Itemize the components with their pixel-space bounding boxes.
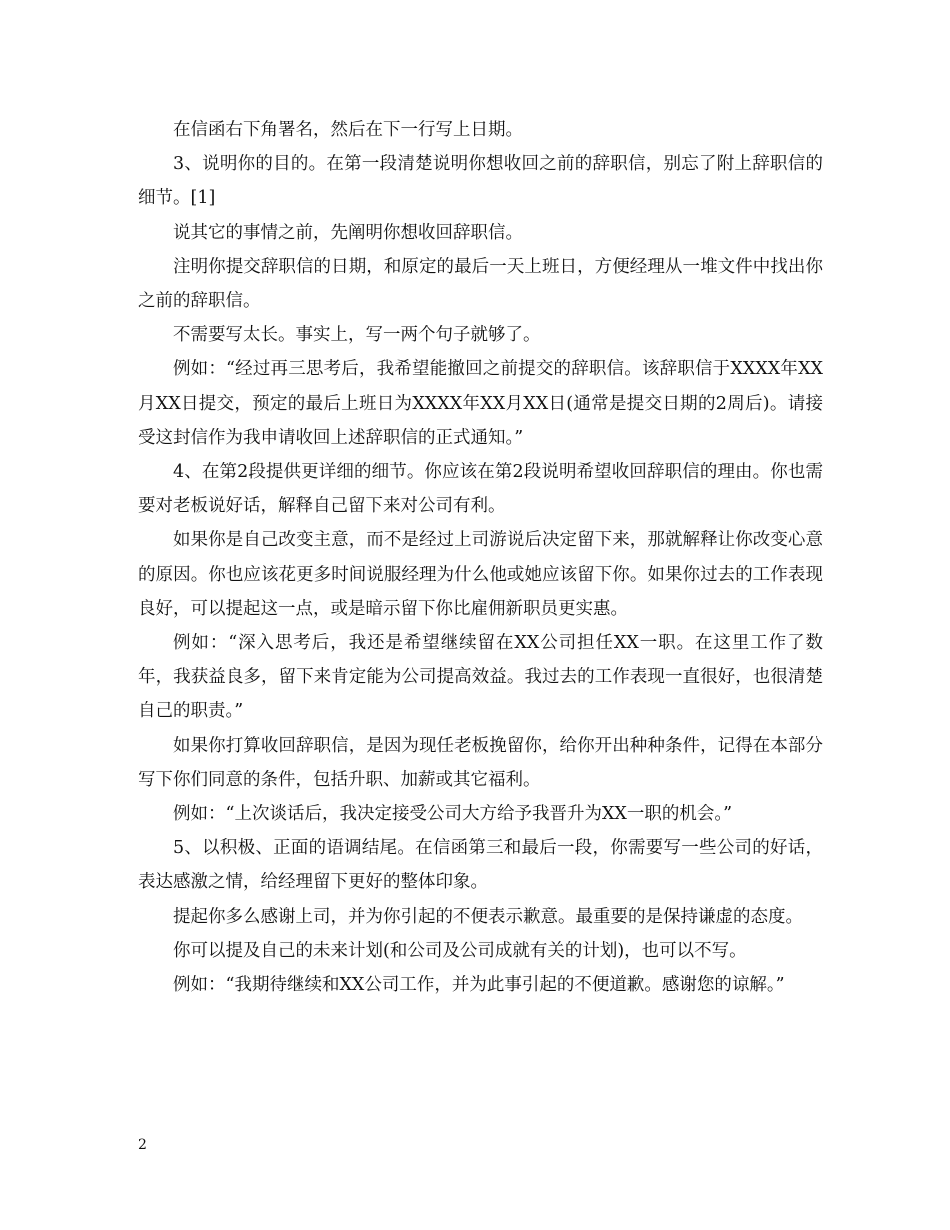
paragraph-thanks-apology: 提起你多么感谢上司，并为你引起的不便表示歉意。最重要的是保持谦虚的态度。 <box>173 906 803 927</box>
paragraph-state-intent-first: 说其它的事情之前，先阐明你想收回辞职信。 <box>173 222 523 243</box>
paragraph-example-2: 例如：“深入思考后，我还是希望继续留在XX公司担任XX一职。在这里工作了数年，我获益良多，留下来肯定能为公司提高效益。我过去的工作表现一直很好，也很清楚自己的职责。” <box>138 633 823 722</box>
paragraph-step-3-purpose: 3、说明你的目的。在第一段清楚说明你想收回之前的辞职信，别忘了附上辞职信的细节。[1] <box>138 154 823 209</box>
page-number: 2 <box>138 1137 147 1153</box>
paragraph-keep-short: 不需要写太长。事实上，写一两个句子就够了。 <box>173 325 541 346</box>
paragraph-future-plans: 你可以提及自己的未来计划(和公司及公司成就有关的计划)，也可以不写。 <box>173 940 747 961</box>
document-body <box>138 113 823 1002</box>
paragraph-step-5-closing: 5、以积极、正面的语调结尾。在信函第三和最后一段，你需要写一些公司的好话，表达感激之情，给经理留下更好的整体印象。 <box>138 838 823 893</box>
paragraph-example-4: 例如：“我期待继续和XX公司工作，并为此事引起的不便道歉。感谢您的谅解。” <box>173 975 785 996</box>
paragraph-step-4-details: 4、在第2段提供更详细的细节。你应该在第2段说明希望收回辞职信的理由。你也需要对老板说好话，解释自己留下来对公司有利。 <box>138 462 823 517</box>
paragraph-change-of-mind: 如果你是自己改变主意，而不是经过上司游说后决定留下来，那就解释让你改变心意的原因。你也应该花更多时间说服经理为什么他或她应该留下你。如果你过去的工作表现良好，可以提起这一点，或是暗示留下你比雇佣新职员更实惠。 <box>138 530 823 619</box>
paragraph-example-1: 例如：“经过再三思考后，我希望能撤回之前提交的辞职信。该辞职信于XXXX年XX月XX日提交，预定的最后上班日为XXXX年XX月XX日(通常是提交日期的2周后)。请接受这封信作为我申请收回上述辞职信的正式通知。” <box>138 359 823 448</box>
paragraph-example-3: 例如：“上次谈话后，我决定接受公司大方给予我晋升为XX一职的机会。” <box>173 804 733 825</box>
paragraph-conditions: 如果你打算收回辞职信，是因为现任老板挽留你，给你开出种种条件，记得在本部分写下你们同意的条件，包括升职、加薪或其它福利。 <box>138 735 823 790</box>
paragraph-note-dates: 注明你提交辞职信的日期，和原定的最后一天上班日，方便经理从一堆文件中找出你之前的辞职信。 <box>138 256 823 312</box>
paragraph-signature-date: 在信函右下角署名，然后在下一行写上日期。 <box>173 120 523 140</box>
